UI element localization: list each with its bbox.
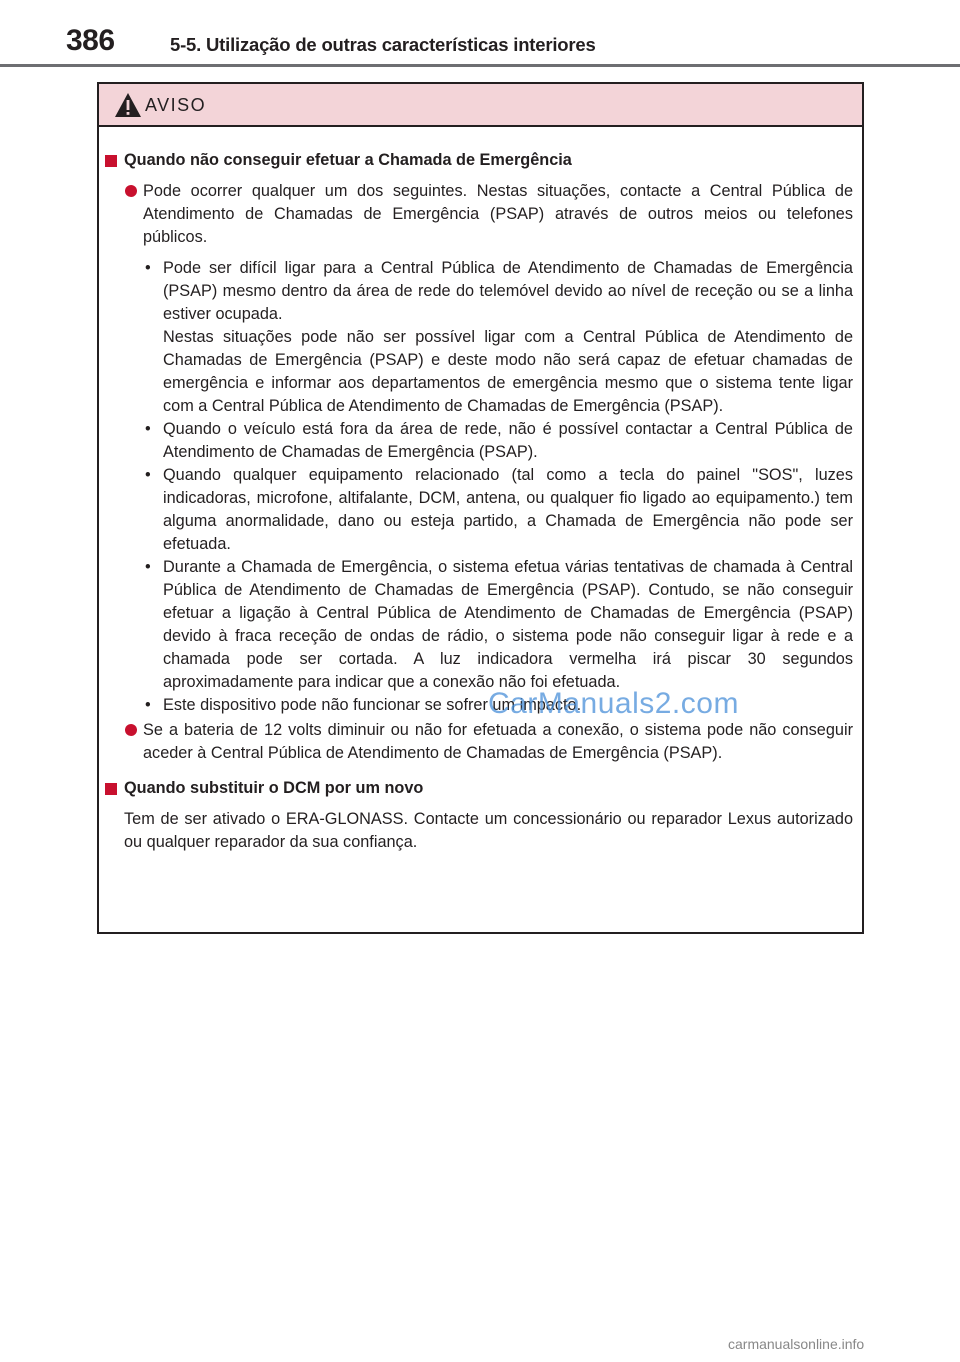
warning-box <box>97 82 864 934</box>
section-heading-text: Quando não conseguir efetuar a Chamada de Emergência <box>124 151 572 169</box>
bullet-item <box>105 180 853 249</box>
bullet-item <box>105 719 853 765</box>
sub-list-item: • Este dispositivo pode não funcionar se sofrer um impacto. <box>145 696 582 714</box>
sub-item-text: Durante a Chamada de Emergência, o sistema efetua várias tentativas de chamada à Central Pública de Atendimento de Chamadas de Emergência (PSAP). Contudo, se não conseguir efetuar a ligação à Central Pública de Atendimento de Chamadas de Emergência (PSAP) devido à fraca receção de ondas de rádio, o sistema pode não conseguir ligar à rede e a chamada pode ser cortada. A luz indicadora vermelha irá piscar 30 segundos aproximadamente para indicar que a conexão não foi efetuada. <box>163 558 853 691</box>
sub-item-text: Quando o veículo está fora da área de rede, não é possível contactar a Central Pública de Atendimento de Chamadas de Emergência (PSAP). <box>163 420 853 461</box>
warning-body <box>99 127 862 854</box>
watermark: CarManuals2.com <box>488 687 739 720</box>
sub-list-item: • Durante a Chamada de Emergência, o sistema efetua várias tentativas de chamada à Central Pública de Atendimento de Chamadas de Emergência (PSAP). Contudo, se não conseguir efetuar a ligação à Central Pública de Atendimento de Chamadas de Emergência (PSAP) devido à fraca receção de ondas de rádio, o sistema pode não conseguir ligar à rede e a chamada pode ser cortada. A luz indicadora vermelha irá piscar 30 segundos aproximadamente para indicar que a conexão não foi efetuada. <box>145 558 853 691</box>
page-number: 386 <box>66 24 115 57</box>
square-bullet-icon <box>105 783 117 795</box>
round-bullet-icon <box>125 185 137 197</box>
sub-list-item: • Quando qualquer equipamento relacionado (tal como a tecla do painel "SOS", luzes indicadoras, microfone, altifalante, DCM, antena, ou qualquer fio ligado ao equipamento.) tem alguma anormalidade, dano ou esteja partido, a Chamada de Emergência não pode ser efetuada. <box>145 466 853 553</box>
page-header <box>0 0 960 68</box>
sub-item-text: Pode ser difícil ligar para a Central Pública de Atendimento de Chamadas de Emergência (PSAP) mesmo dentro da área de rede do telemóvel devido ao nível de receção ou se a linha estiver ocupada. <box>163 259 853 323</box>
section-heading-text: Quando substituir o DCM por um novo <box>124 779 424 797</box>
header-rule <box>0 64 960 67</box>
sub-list <box>105 257 853 717</box>
warning-title: AVISO <box>145 95 207 115</box>
sub-item-text: Este dispositivo pode não funcionar se sofrer um impacto. <box>163 696 582 714</box>
sub-item-text: Quando qualquer equipamento relacionado (tal como a tecla do painel "SOS", luzes indicadoras, microfone, altifalante, DCM, antena, ou qualquer fio ligado ao equipamento.) tem alguma anormalidade, dano ou esteja partido, a Chamada de Emergência não pode ser efetuada. <box>163 466 853 553</box>
section-title: 5-5. Utilização de outras características interiores <box>170 34 596 55</box>
sub-list-item: • Quando o veículo está fora da área de rede, não é possível contactar a Central Pública de Atendimento de Chamadas de Emergência (PSAP). <box>145 420 853 461</box>
sub-item-continuation: Nestas situações pode não ser possível ligar com a Central Pública de Atendimento de Chamadas de Emergência (PSAP) e deste modo não será capaz de efetuar chamadas de emergência e informar aos departamentos de emergência mesmo que o sistema tente ligar com a Central Pública de Atendimento de Chamadas de Emergência (PSAP). <box>163 328 853 415</box>
section-heading-dcm <box>105 777 853 800</box>
section-heading-emergency-call <box>105 149 853 172</box>
section-paragraph: Tem de ser ativado o ERA-GLONASS. Contacte um concessionário ou reparador Lexus autorizado ou qualquer reparador da sua confiança. <box>124 810 853 851</box>
warning-triangle-icon <box>114 92 142 118</box>
round-bullet-icon <box>125 724 137 736</box>
sub-list-item: • Pode ser difícil ligar para a Central Pública de Atendimento de Chamadas de Emergência (PSAP) mesmo dentro da área de rede do telemóvel devido ao nível de receção ou se a linha estiver ocupada. Nestas situações pode não ser possível ligar com a Central Pública de Atendimento de Chamadas de Emergência (PSAP) e deste modo não será capaz de efetuar chamadas de emergência e informar aos departamentos de emergência mesmo que o sistema tente ligar com a Central Pública de Atendimento de Chamadas de Emergência (PSAP). <box>145 259 853 415</box>
warning-header <box>99 84 862 127</box>
bullet-text: Pode ocorrer qualquer um dos seguintes. Nestas situações, contacte a Central Pública de Atendimento de Chamadas de Emergência (PSAP) através de outros meios ou telefones públicos. <box>143 182 853 246</box>
footer-watermark: carmanualsonline.info <box>728 1336 865 1352</box>
square-bullet-icon <box>105 155 117 167</box>
bullet-text: Se a bateria de 12 volts diminuir ou não for efetuada a conexão, o sistema pode não conseguir aceder à Central Pública de Atendimento de Chamadas de Emergência (PSAP). <box>143 721 853 762</box>
